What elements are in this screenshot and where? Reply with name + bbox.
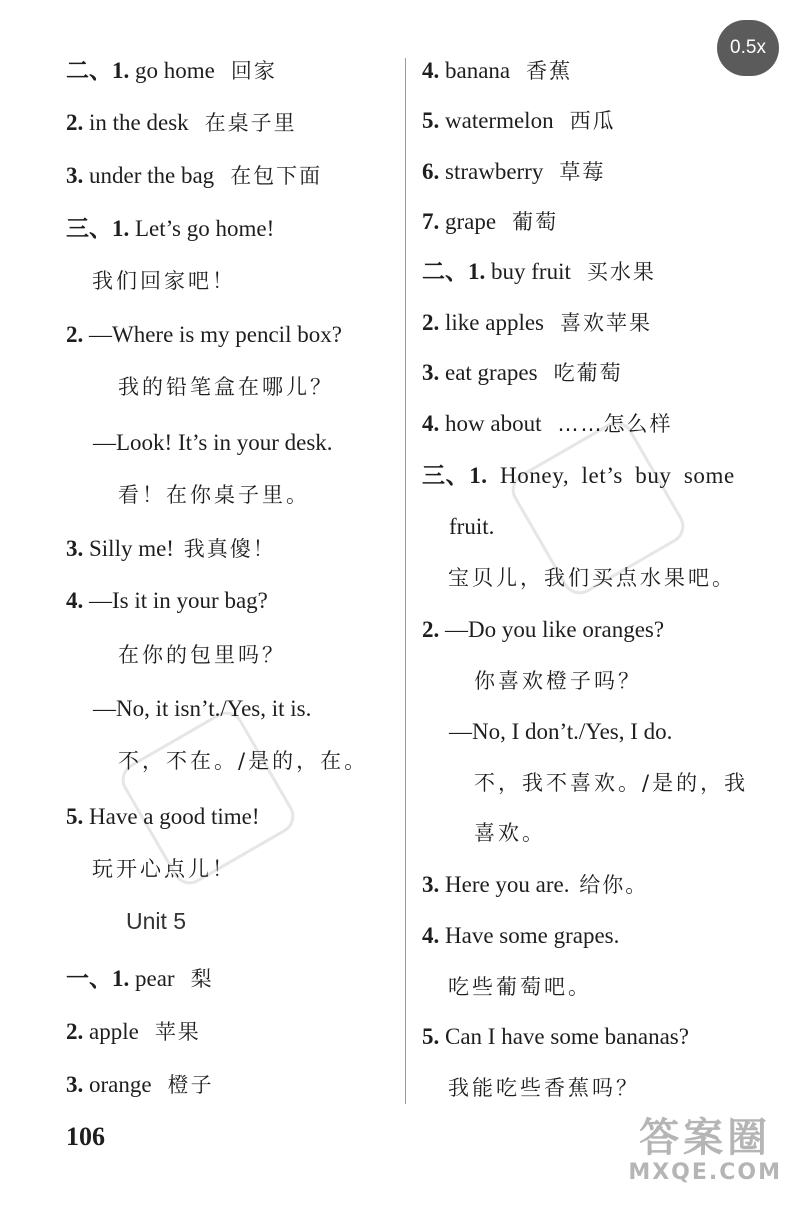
answer-line: 二、1. go home 回家 [66, 58, 277, 83]
answer-line: 3. eat grapes 吃葡萄 [422, 360, 623, 385]
translation-line: 你喜欢橙子吗？ [474, 669, 642, 693]
answer-line: 一、1. pear 梨 [66, 966, 214, 991]
translation-line: 我的铅笔盒在哪儿？ [118, 375, 334, 399]
answer-line: 2. —Where is my pencil box? [66, 322, 342, 347]
zoom-level-button[interactable]: 0.5x [717, 20, 779, 76]
translation-line: 喜欢。 [474, 821, 546, 845]
answer-line: fruit. [449, 514, 495, 539]
watermark-url: MXQE.COM [628, 1160, 782, 1185]
translation-line: 宝贝儿，我们买点水果吧。 [448, 566, 736, 590]
column-divider [405, 58, 406, 1104]
answer-line: 2. like apples 喜欢苹果 [422, 310, 652, 335]
site-watermark [628, 1116, 782, 1186]
translation-line: 在你的包里吗？ [118, 643, 286, 667]
answer-line: —Look! It’s in your desk. [93, 430, 333, 455]
answer-line: 3. Here you are. 给你。 [422, 872, 649, 897]
answer-line: 4. banana 香蕉 [422, 58, 573, 83]
watermark-title: 答案圈 [639, 1115, 772, 1161]
answer-line: 6. strawberry 草莓 [422, 159, 606, 184]
answer-line: 2. —Do you like oranges? [422, 617, 665, 642]
answer-line: —No, I don’t./Yes, I do. [449, 719, 673, 744]
translation-line: 我们回家吧！ [92, 269, 236, 293]
answer-line: 5. watermelon 西瓜 [422, 108, 616, 133]
answer-line: 3. orange 橙子 [66, 1072, 214, 1097]
answer-line: 3. Silly me! 我真傻！ [66, 536, 276, 561]
answer-line: 三、1. Let’s go home! [66, 216, 275, 241]
translation-line: 看！在你桌子里。 [118, 483, 310, 507]
translation-line: 不，我不喜欢。/是的，我 [474, 771, 749, 795]
answer-line: 5. Have a good time! [66, 804, 260, 829]
page-number: 106 [66, 1122, 105, 1151]
answer-line: 三、1. Honey, let’s buy some [422, 463, 735, 488]
answer-line: 7. grape 葡萄 [422, 209, 559, 234]
answer-line: 2. apple 苹果 [66, 1019, 201, 1044]
answer-line: 2. in the desk 在桌子里 [66, 110, 297, 135]
unit-heading: Unit 5 [126, 908, 187, 934]
answer-line: 5. Can I have some bananas? [422, 1024, 689, 1049]
answer-line: 二、1. buy fruit 买水果 [422, 259, 656, 284]
translation-line: 不，不在。/是的，在。 [118, 749, 369, 773]
answer-line: 4. —Is it in your bag? [66, 588, 268, 613]
answer-line: 4. how about ……怎么样 [422, 411, 673, 436]
answer-line: 4. Have some grapes. [422, 923, 620, 948]
answer-line: 3. under the bag 在包下面 [66, 163, 323, 188]
translation-line: 吃些葡萄吧。 [448, 975, 592, 999]
translation-line: 我能吃些香蕉吗？ [448, 1076, 640, 1100]
answer-line: —No, it isn’t./Yes, it is. [93, 696, 312, 721]
translation-line: 玩开心点儿！ [92, 857, 236, 881]
